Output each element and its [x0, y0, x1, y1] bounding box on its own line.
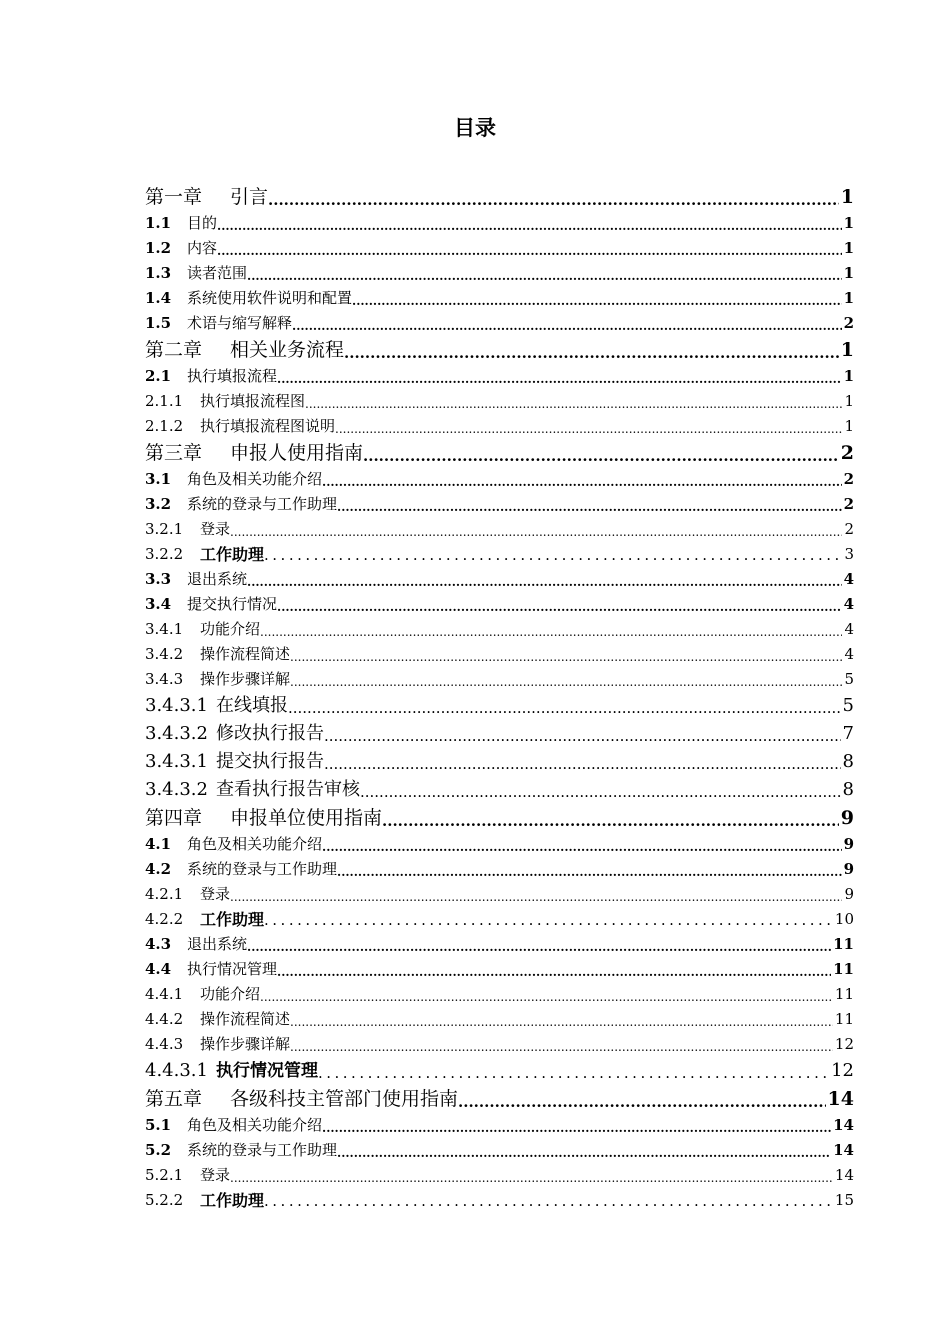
toc-entry-text: 修改执行报告 [215, 723, 324, 744]
toc-entry[interactable] [145, 1057, 854, 1085]
toc-entry-number: 4.4.1 [145, 985, 184, 1003]
toc-entry-text: 各级科技主管部门使用指南 [230, 1088, 459, 1110]
toc-leader-dots [230, 522, 842, 542]
toc-leader-dots [230, 887, 842, 907]
toc-entry-page: 8 [842, 751, 854, 772]
toc-entry-text: 工作助理 [200, 545, 265, 564]
toc-entry-number: 4.2.1 [145, 885, 184, 903]
toc-entry-text: 查看执行报告审核 [215, 779, 360, 800]
toc-entry[interactable] [145, 286, 854, 311]
toc-entry-page: 2 [844, 520, 854, 538]
toc-leader-dots [264, 1189, 833, 1213]
toc-entry[interactable] [145, 492, 854, 517]
toc-entry[interactable] [145, 857, 854, 882]
toc-entry-page: 5 [842, 695, 854, 716]
toc-entry[interactable] [145, 642, 854, 667]
toc-entry[interactable] [145, 720, 854, 748]
toc-leader-dots [324, 752, 841, 776]
toc-entry-text: 内容 [187, 239, 218, 257]
toc-entry[interactable] [145, 982, 854, 1007]
toc-entry-text: 执行填报流程 [187, 367, 278, 385]
toc-entry[interactable] [145, 364, 854, 389]
toc-entry[interactable] [145, 1138, 854, 1163]
toc-entry-text: 退出系统 [187, 935, 248, 953]
toc-entry-number: 第一章 [145, 186, 203, 208]
toc-entry-page: 1 [844, 392, 854, 410]
toc-entry[interactable] [145, 517, 854, 542]
toc-entry-number: 3.2.1 [145, 520, 184, 538]
toc-entry-number: 第二章 [145, 339, 203, 361]
toc-leader-dots [288, 696, 841, 720]
toc-entry[interactable] [145, 592, 854, 617]
toc-entry-page: 9 [844, 885, 854, 903]
toc-leader-dots [247, 937, 831, 957]
toc-entry-page: 14 [827, 1088, 854, 1110]
toc-entry-page: 4 [843, 570, 854, 588]
toc-entry-page: 3 [844, 545, 854, 563]
toc-entry-page: 2 [843, 470, 854, 488]
toc-entry-page: 1 [844, 417, 854, 435]
toc-leader-dots [337, 1143, 831, 1163]
toc-entry[interactable] [145, 1032, 854, 1057]
toc-entry-page: 1 [840, 339, 854, 361]
toc-leader-dots [290, 672, 842, 692]
toc-entry-text: 执行填报流程图 [200, 392, 306, 410]
toc-entry-number: 3.4.3.2 [145, 779, 208, 800]
toc-entry-text: 执行情况管理 [215, 1061, 318, 1081]
toc-leader-dots [292, 316, 842, 336]
toc-entry-number: 3.2.2 [145, 545, 184, 563]
toc-entry-text: 系统使用软件说明和配置 [187, 289, 353, 307]
toc-leader-dots [268, 189, 839, 211]
toc-leader-dots [260, 987, 833, 1007]
toc-entry-page: 4 [844, 620, 854, 638]
toc-leader-dots [335, 419, 842, 439]
toc-entry-text: 操作步骤详解 [200, 1035, 291, 1053]
toc-entry-number: 3.2 [145, 495, 172, 513]
toc-entry-number: 2.1.2 [145, 417, 184, 435]
page-title: 目录 [454, 116, 496, 140]
toc-entry[interactable] [145, 907, 854, 932]
toc-entry-page: 9 [843, 835, 854, 853]
toc-leader-dots [352, 291, 842, 311]
toc-entry-text: 功能介绍 [200, 620, 261, 638]
toc-leader-dots [277, 369, 842, 389]
toc-leader-dots [322, 1118, 831, 1138]
toc-leader-dots [318, 1061, 829, 1085]
toc-entry[interactable] [145, 882, 854, 907]
toc-entry[interactable] [145, 336, 854, 364]
toc-leader-dots [337, 862, 842, 882]
toc-entry-number: 4.2 [145, 860, 172, 878]
toc-entry-text: 操作步骤详解 [200, 670, 291, 688]
toc-entry[interactable] [145, 236, 854, 261]
toc-entry-page: 15 [834, 1191, 854, 1209]
toc-entry-text: 系统的登录与工作助理 [187, 1141, 338, 1159]
toc-entry-number: 4.1 [145, 835, 172, 853]
toc-entry[interactable] [145, 1113, 854, 1138]
toc-entry-text: 系统的登录与工作助理 [187, 495, 338, 513]
toc-entry[interactable] [145, 183, 854, 211]
toc-entry-number: 4.4.2 [145, 1010, 184, 1028]
toc-entry-text: 角色及相关功能介绍 [187, 1116, 323, 1134]
toc-entry[interactable] [145, 932, 854, 957]
toc-entry-number: 3.4 [145, 595, 172, 613]
toc-entry-text: 角色及相关功能介绍 [187, 470, 323, 488]
toc-leader-dots [230, 1168, 833, 1188]
toc-entry-text: 提交执行报告 [215, 751, 324, 772]
toc-entry-number: 第五章 [145, 1088, 203, 1110]
toc-leader-dots [324, 724, 841, 748]
toc-entry-page: 11 [834, 985, 854, 1003]
toc-entry-page: 1 [840, 186, 854, 208]
toc-entry-page: 2 [843, 314, 854, 332]
table-of-contents [145, 183, 854, 1213]
toc-leader-dots [363, 445, 839, 467]
toc-entry-number: 1.5 [145, 314, 172, 332]
toc-entry-number: 5.2.2 [145, 1191, 184, 1209]
toc-entry-page: 11 [833, 960, 854, 978]
toc-leader-dots [322, 837, 842, 857]
toc-leader-dots [247, 266, 842, 286]
toc-entry-text: 申报单位使用指南 [230, 807, 383, 829]
toc-entry-text: 术语与缩写解释 [187, 314, 293, 332]
toc-entry-page: 10 [834, 910, 854, 928]
toc-entry-number: 3.3 [145, 570, 172, 588]
toc-entry-number: 3.4.3.2 [145, 723, 208, 744]
toc-entry-page: 1 [843, 264, 854, 282]
toc-leader-dots [217, 216, 842, 236]
toc-entry-text: 在线填报 [215, 695, 288, 716]
toc-entry-text: 工作助理 [200, 1191, 265, 1210]
toc-entry-number: 3.1 [145, 470, 172, 488]
toc-entry-text: 申报人使用指南 [230, 442, 364, 464]
toc-entry[interactable] [145, 748, 854, 776]
toc-entry-page: 9 [840, 807, 854, 829]
toc-entry-number: 1.3 [145, 264, 172, 282]
toc-entry[interactable] [145, 832, 854, 857]
toc-entry-page: 9 [843, 860, 854, 878]
toc-entry-text: 执行填报流程图说明 [200, 417, 336, 435]
toc-entry-text: 登录 [200, 1166, 231, 1184]
toc-leader-dots [247, 572, 842, 592]
toc-entry-number: 1.1 [145, 214, 172, 232]
toc-entry-page: 4 [843, 595, 854, 613]
toc-entry[interactable] [145, 211, 854, 236]
toc-entry-text: 引言 [230, 186, 269, 208]
toc-entry[interactable] [145, 439, 854, 467]
toc-leader-dots [277, 962, 831, 982]
toc-entry[interactable] [145, 414, 854, 439]
toc-entry[interactable] [145, 567, 854, 592]
toc-entry-number: 3.4.3.1 [145, 751, 208, 772]
toc-entry-number: 4.2.2 [145, 910, 184, 928]
toc-entry-number: 5.2.1 [145, 1166, 184, 1184]
toc-entry-page: 11 [834, 1010, 854, 1028]
toc-entry-number: 4.4.3.1 [145, 1060, 208, 1081]
toc-leader-dots [260, 622, 842, 642]
toc-entry-number: 3.4.3.1 [145, 695, 208, 716]
toc-entry-text: 操作流程简述 [200, 645, 291, 663]
toc-entry[interactable] [145, 776, 854, 804]
toc-leader-dots [322, 472, 842, 492]
toc-entry-page: 1 [843, 367, 854, 385]
toc-entry-page: 12 [834, 1035, 854, 1053]
toc-entry-text: 读者范围 [187, 264, 248, 282]
toc-leader-dots [305, 394, 842, 414]
toc-entry-page: 1 [843, 214, 854, 232]
toc-entry-page: 14 [833, 1141, 854, 1159]
toc-entry-number: 第三章 [145, 442, 203, 464]
toc-leader-dots [290, 1037, 833, 1057]
toc-entry-page: 8 [842, 779, 854, 800]
toc-entry-text: 操作流程简述 [200, 1010, 291, 1028]
toc-entry-page: 4 [844, 645, 854, 663]
toc-entry[interactable] [145, 1163, 854, 1188]
toc-entry-page: 1 [843, 239, 854, 257]
toc-entry-number: 4.4.3 [145, 1035, 184, 1053]
toc-leader-dots [217, 241, 842, 261]
toc-entry-page: 7 [842, 723, 854, 744]
toc-leader-dots [337, 497, 842, 517]
toc-entry-number: 4.4 [145, 960, 172, 978]
toc-entry-page: 2 [840, 442, 854, 464]
toc-entry-page: 1 [843, 289, 854, 307]
toc-leader-dots [290, 647, 842, 667]
toc-entry-text: 目的 [187, 214, 218, 232]
toc-entry-number: 1.2 [145, 239, 172, 257]
toc-entry[interactable] [145, 1085, 854, 1113]
toc-entry-text: 提交执行情况 [187, 595, 278, 613]
toc-entry[interactable] [145, 467, 854, 492]
toc-entry-text: 退出系统 [187, 570, 248, 588]
toc-entry[interactable] [145, 957, 854, 982]
toc-entry-text: 系统的登录与工作助理 [187, 860, 338, 878]
toc-entry-number: 5.2 [145, 1141, 172, 1159]
toc-entry[interactable] [145, 542, 854, 567]
toc-entry[interactable] [145, 261, 854, 286]
toc-entry[interactable] [145, 389, 854, 414]
toc-entry[interactable] [145, 692, 854, 720]
toc-entry[interactable] [145, 617, 854, 642]
toc-entry-number: 5.1 [145, 1116, 172, 1134]
toc-leader-dots [290, 1012, 833, 1032]
toc-entry-number: 3.4.3 [145, 670, 184, 688]
toc-entry-number: 3.4.1 [145, 620, 184, 638]
toc-entry-page: 5 [844, 670, 854, 688]
toc-entry[interactable] [145, 1007, 854, 1032]
toc-entry-number: 2.1.1 [145, 392, 184, 410]
toc-entry-text: 登录 [200, 520, 231, 538]
toc-entry-text: 角色及相关功能介绍 [187, 835, 323, 853]
toc-entry-text: 功能介绍 [200, 985, 261, 1003]
toc-entry-page: 2 [843, 495, 854, 513]
toc-leader-dots [458, 1091, 826, 1113]
toc-entry-number: 2.1 [145, 367, 172, 385]
toc-leader-dots [382, 810, 839, 832]
toc-entry[interactable] [145, 311, 854, 336]
toc-entry-text: 相关业务流程 [230, 339, 345, 361]
toc-entry-text: 执行情况管理 [187, 960, 278, 978]
toc-entry-page: 14 [834, 1166, 854, 1184]
toc-entry-text: 工作助理 [200, 910, 265, 929]
toc-leader-dots [360, 780, 841, 804]
toc-entry[interactable] [145, 667, 854, 692]
toc-entry-page: 11 [833, 935, 854, 953]
toc-entry-number: 3.4.2 [145, 645, 184, 663]
toc-entry-page: 12 [831, 1060, 854, 1081]
toc-entry-number: 第四章 [145, 807, 203, 829]
toc-entry[interactable] [145, 1188, 854, 1213]
toc-entry[interactable] [145, 804, 854, 832]
toc-entry-text: 登录 [200, 885, 231, 903]
toc-entry-number: 1.4 [145, 289, 172, 307]
toc-leader-dots [264, 908, 833, 932]
toc-entry-number: 4.3 [145, 935, 172, 953]
toc-leader-dots [264, 543, 842, 567]
toc-leader-dots [277, 597, 842, 617]
toc-leader-dots [344, 342, 839, 364]
toc-entry-page: 14 [833, 1116, 854, 1134]
